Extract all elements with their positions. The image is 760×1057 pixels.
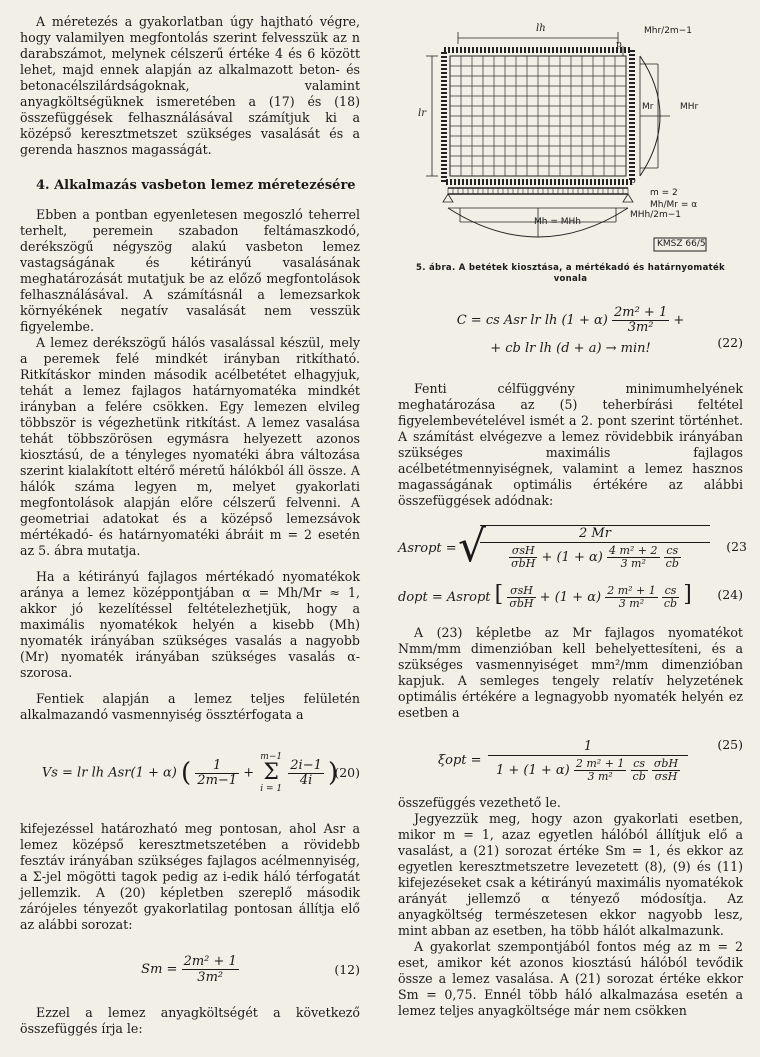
label-code: KMSZ 66/5 [657,239,706,249]
eq20-frac1: $\frac{1}{2m-1}$ [197,757,238,788]
equation-23: Asropt = √ 2 Mr $\frac{\text{σsH}}{\text{σbH}}$ + (1 + α) $\frac{\text{4 m² + 2}}{\text{3 m²}}$ $\frac{cs}{cb}$ (23 [398,521,747,572]
label-mr: Mr [642,102,654,112]
eq24-number: (24) [717,587,743,602]
label-p-mid: p [630,176,636,186]
label-m-eq: m = 2 [650,188,678,198]
equation-20: Vs = lr lh Asr(1 + α) ( $\frac{1}{2m-1}$ + m−1 Σ i = 1 $\frac{2i-1}{4i}$ ) (20) [20,745,360,801]
left-column [20,14,360,1037]
right-paragraph-3: összefüggés vezethető le. [398,795,561,810]
label-p-top: p [616,40,622,50]
right-paragraph-5: A gyakorlat szempontjából fontos még az m = 2 eset, amikor két azonos kiosztású hálóból tevődik össze a lemez vasalása. A (21) sorozat értéke ekkor Sm = 0,75. Ennél több háló alkalmazása esetén a lemez teljes anyagköltsége már nem csökken [398,939,743,1018]
eq20-frac2: $\frac{2i-1}{4i}$ [290,757,322,788]
paragraph-1: A méretezés a gyakorlatban úgy hajtható végre, hogy valamilyen megfontolás szerint felvesszük az n darabszámot, melynek célszerű értéke 4 és 6 között lehet, majd ennek alapján az alkalmazott beton- és betonacélszilárdságoknak, valamint anyagköltségüknek ismeretében a (17) és (18) összefüggések felhasználásával számítjuk ki a középső keresztmetszet szükséges vasalását és a gerenda hasznos magasságát. [20,14,360,157]
label-lr: lr [418,108,426,119]
paragraph-4: Ha a kétirányú fajlagos mértékadó nyomatékok aránya a lemez középpontjában α = Mh/Mr ≈ 1, akkor jó kezelítéssel feltételezhetjük, hogy a maximális nyomatékok helyén a kisebb (Mh) nyomaték irányában szükséges vasalás a nagyobb (Mr) nyomaték irányában szükséges vasalás α-szorosa. [20,569,360,680]
label-mhr-top: Mhr/2m−1 [644,26,692,36]
paragraph-3: A lemez derékszögű hálós vasalással készül, mely a peremek felé mindkét irányban ritkítható. Ritkításkor minden második acélbetétet elhagyjuk, tehát a lemez fajlagos határnyomatéka mindkét irányban a felére csökken. Egy lemezen elvileg többször is végezhetünk ritkítást. A lemez vasalása tehát többszörösen egymásra helyezett azonos kiosztású, de a tényleges nyomatéki ábra változása szerint kialakított eltérő méretű hálókból áll össze. A hálók száma legyen m, melyet gyakorlati megfontolások alapján előre célszerű felvenni. A geometriai adatokat és a középső lemezsávok mértékadó- és határnyomatéki ábráit m = 2 esetén az 5. ábra mutatja. [20,335,360,558]
eq12-number: (12) [334,962,360,977]
label-mhr: MHr [680,102,699,112]
label-mh-bottom: Mh = MHh [534,217,581,227]
equation-24: dopt = Asropt [ $\frac{\text{σsH}}{\text{σbH}}$ + (1 + α) $\frac{\text{2 m² + 1}}{\text{3 m²}}$ $\frac{cs}{cb}$ ] (24) [398,577,743,613]
eq20-sum: m−1 Σ i = 1 [260,752,283,794]
paragraph-5: Fentiek alapján a lemez teljes felületén alkalmazandó vasmennyiség össztérfogata a [20,691,360,722]
right-paragraph-4: Jegyezzük meg, hogy azon gyakorlati esetben, mikor m = 1, azaz egyetlen hálóból állítjuk elő a vasalást, a (21) sorozat értéke Sm = 1, és ekkor az egyetlen keresztmetszetre levezetett (8), (9) és (11) kifejezéseket csak a kétirányú maximális nyomatékok arányát jellemző α tényező módosítja. Az anyagköltség természetesen ekkor nagyobb lesz, mint abban az esetben, ha több hálót alkalmazunk. [398,811,743,938]
figure-caption: 5. ábra. A betétek kiosztása, a mértékadó és határnyomaték vonala [416,263,725,284]
right-paragraph-1: Fenti célfüggvény minimumhelyének meghatározása az (5) teherbírási feltétel figyelembevételével ismét a 2. pont szerint történhet. A számítást elvégezve a lemez rövidebbik irányában szükséges maximális fajlagos acélbetétmennyiségnek, valamint a lemez hasznos magasságának optimális értékére az alábbi összefüggések adódnak: [398,381,743,508]
equation-12: Sm = $\frac{\text{2m² + 1}}{\text{3m²}}$ (12) [20,951,360,989]
eq22-number: (22) [717,335,743,350]
eq20-number: (20) [334,765,360,780]
paragraph-6: kifejezéssel határozható meg pontosan, ahol Asr a lemez középső keresztmetszetében a rövidebb fesztáv irányában szükséges fajlagos acélmennyiség, a Σ-jel mögötti tagok pedig az i-edik háló térfogatát jellemzik. A (20) képletben szereplő második zárójeles tényezőt gyakorlatilag pontosan állítja elő az alábbi sorozat: [20,821,360,932]
right-column [398,8,747,1019]
label-ratio: Mh/Mr = α [650,200,698,210]
paragraph-7: Ezzel a lemez anyagköltségét a következő összefüggés írja le: [20,1005,360,1036]
eq23-number: (23 [726,539,747,554]
right-paragraph-2: A (23) képletbe az Mr fajlagos nyomatékot Nmm/mm dimenzióban kell behelyettesíteni, és a szükséges vasmennyiséget mm²/mm dimenzióban kapjuk. A semleges tengely relatív helyzetének optimális értékére a legnagyobb nyomaték helyén ez esetben a [398,625,743,720]
equation-25: ξopt = 1 1 + (1 + α) $\frac{\text{2 m² + 1}}{\text{3 m²}}$ $\frac{cs}{cb}$ $\frac{\text{σbH}}{\text{σsH}}$ (25) [438,737,743,783]
label-lh: lh [536,23,546,34]
section-heading: 4. Alkalmazás vasbeton lemez méretezésére [36,178,356,193]
label-mhh-corner: MHh/2m−1 [630,210,682,220]
figure-5 [418,16,728,261]
paragraph-2: Ebben a pontban egyenletesen megoszló teherrel terhelt, peremein szabadon feltámaszkodó, derékszögű négyszög alakú vasbeton lemez vastagságának és kétirányú vasalásának meghatározását mutatjuk be az előző megfontolások felhasználásával. A számításnál a lemezsarkok környékének negatív vasalását nem vesszük figyelembe. [20,207,360,334]
equation-22: C = cs Asr lr lh (1 + α) $\frac{\text{2m² + 1}}{\text{3m²}}$ + + cb lr lh (d + a) → min! (22) [456,305,743,356]
eq20-lhs: Vs = lr lh Asr(1 + α) [41,765,177,781]
eq25-number: (25) [717,737,743,752]
